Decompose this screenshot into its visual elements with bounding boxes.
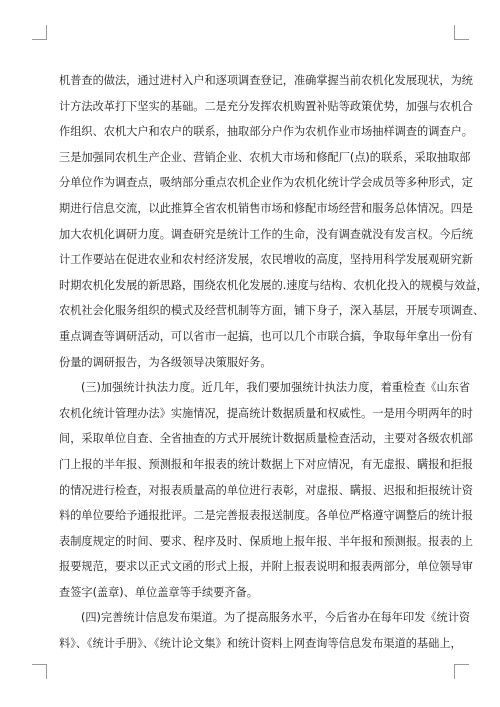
crop-mark-bottom-right [454, 664, 469, 679]
text-line: 机普查的做法，通过进村入户和逐项调查登记，准确掌握当前农机化发展现状，为统 [59, 74, 473, 87]
text-line: 的情况进行检查，对报表质量高的单位进行表彰，对虚报、瞒报、迟报和拒报统计资 [59, 483, 473, 497]
text-line: 分单位作为调查点，吸纳部分重点农机企业作为农机化统计学会成员等多种形式，定 [59, 176, 473, 190]
text-line: 加大农机化调研力度。调查研究是统计工作的生命，没有调查就没有发言权。今后统 [59, 227, 473, 241]
crop-mark-top-left [32, 25, 47, 40]
body-text [59, 68, 488, 657]
text-line: 农机化统计管理办法》实施情况，提高统计数据质量和权威性。一是用今明两年的时 [59, 406, 473, 420]
text-line: 份量的调研报告，为各级领导决策服好务。 [59, 355, 272, 369]
text-line: 农机社会化服务组织的模式及经营机制等方面，铺下身子，深入基层，开展专项调查、 [59, 304, 485, 318]
text-line: 料的单位要给予通报批评。二是完善报表报送制度。各单位严格遵守调整后的统计报 [59, 509, 473, 523]
text-line: 计方法改革打下坚实的基础。二是充分发挥农机购置补贴等政策优势，加强与农机合 [59, 99, 473, 113]
text-line: 查签字(盖章)、单位盖章等手续要齐备。 [59, 585, 258, 599]
text-line: 作组织、农机大户和农户的联系，抽取部分户作为农机作业市场抽样调查的调查户。 [59, 125, 473, 139]
paragraph-start-line: (三)加强统计执法力度。近几年，我们要加强统计执法力度，着重检查《山东省 [81, 381, 471, 395]
text-line: 报要规范，要求以正式文函的形式上报，并附上报表说明和报表两部分，单位领导审 [59, 560, 473, 574]
text-line: 时期农机化发展的新思路，围绕农机化发展的.速度与结构、农机化投入的规模与效益， [59, 278, 488, 292]
text-line: 料》、《统计手册》、《统计论文集》和统计资料上网查询等信息发布渠道的基础上， [59, 637, 462, 651]
text-line: 期进行信息交流，以此推算全省农机销售市场和修配市场经营和服务总体情况。四是 [59, 201, 473, 215]
text-line: 门上报的半年报、预测报和年报表的统计数据上下对应情况，有无虚报、瞒报和拒报 [59, 457, 473, 471]
crop-mark-bottom-left [32, 664, 47, 679]
paragraph-start-line: (四)完善统计信息发布渠道。为了提高服务水平，今后省办在每年印发《统计资 [81, 611, 471, 625]
text-line: 计工作要站在促进农业和农村经济发展，农民增收的高度，坚持用科学发展观研究新 [59, 253, 473, 267]
text-line: 表制度规定的时间、要求、程序及时、保质地上报年报、半年报和预测报。报表的上 [59, 534, 473, 548]
text-line: 间，采取单位自查、全省抽查的方式开展统计数据质量检查活动，主要对各级农机部 [59, 432, 473, 446]
text-line: 三是加强同农机生产企业、营销企业、农机大市场和修配厂(点)的联系，采取抽取部 [59, 150, 471, 164]
crop-mark-top-right [454, 25, 469, 40]
text-line: 重点调查等调研活动，可以省市一起搞，也可以几个市联合搞，争取每年拿出一份有 [59, 329, 473, 343]
